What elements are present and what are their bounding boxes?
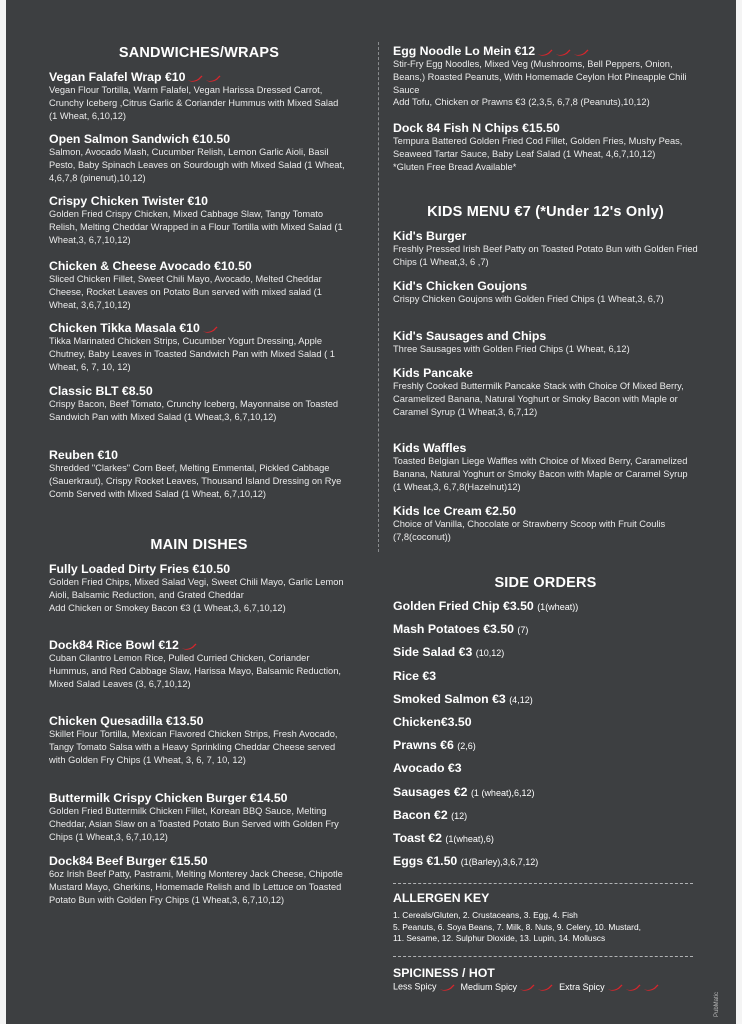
kids-item [393, 504, 698, 544]
sandwich-item-title: Classic BLT €8.50 [49, 384, 153, 398]
chili-pepper-icon [519, 983, 535, 991]
sandwich-item-title: Reuben €10 [49, 448, 119, 462]
sandwich-item-name [49, 259, 349, 273]
section-title-side-orders: SIDE ORDERS [494, 575, 597, 591]
side-order-allergens: (1(wheat)) [537, 602, 579, 612]
main-dish-item-title: Dock84 Beef Burger €15.50 [49, 854, 208, 868]
main-dish-item-desc: Tempura Battered Golden Fried Cod Fillet, Golden Fries, Mushy Peas, Seaweed Tartar Sauce, Baby Leaf Salad (1 Wheat, 4,6,7,10,12) [393, 136, 683, 159]
chili-pepper-icon [555, 48, 571, 56]
main-dish-item-desc: 6oz Irish Beef Patty, Pastrami, Melting Monterey Jack Cheese, Chipotle Mustard Mayo, Gherkins, Homemade Relish and Ib Lettuce on Toasted Potato Bun with Golden Fry Chips (1 Wheat,3, 6,7,10,12) [49, 869, 343, 905]
sandwich-item [49, 321, 349, 373]
side-order-allergens: (10,12) [475, 648, 505, 659]
sandwich-item-desc: Crispy Bacon, Beef Tomato, Crunchy Iceberg, Mayonnaise on Toasted Sandwich Pan with Mixed Salad (1 Wheat,3, 6,7,10,12) [49, 399, 339, 422]
main-dish-item-title: Chicken Quesadilla €13.50 [49, 714, 204, 728]
side-order-name: Bacon €2 [393, 807, 448, 822]
kids-item [393, 229, 698, 269]
main-dish-item-name [49, 562, 349, 576]
side-order-item [393, 785, 534, 799]
main-dish-item-title: Dock 84 Fish N Chips €15.50 [393, 121, 560, 135]
side-order-name: Sausages €2 [393, 784, 468, 799]
sandwich-item-desc: Salmon, Avocado Mash, Cucumber Relish, Lemon Garlic Aioli, Basil Pesto, Baby Spinach Leaves on Sourdough with Mixed Salad (1 Wheat, 4,6,7,8 (pinenut),10,12) [49, 147, 345, 183]
allergen-key-title: ALLERGEN KEY [393, 891, 490, 905]
chili-pepper-icon [181, 642, 197, 650]
main-dish-item [49, 854, 349, 906]
chili-pepper-icon [187, 74, 203, 82]
chili-pepper-icon [625, 983, 641, 991]
sandwich-item-title: Vegan Falafel Wrap €10 [49, 70, 186, 84]
allergen-key-line: 5. Peanuts, 6. Soya Beans, 7. Milk, 8. Nuts, 9. Celery, 10. Mustard, [393, 921, 641, 932]
sandwich-item [49, 384, 349, 424]
spice-divider [393, 956, 693, 957]
sandwich-item [49, 448, 349, 500]
kids-item-title: Kid's Burger [393, 229, 467, 243]
kids-item [393, 441, 698, 493]
kids-item-name [393, 504, 698, 518]
sandwich-item [49, 194, 349, 246]
side-order-name: Side Salad €3 [393, 645, 473, 660]
side-order-name: Golden Fried Chip €3.50 [393, 599, 534, 613]
sandwich-item-desc: Sliced Chicken Fillet, Sweet Chili Mayo, Avocado, Melted Cheddar Cheese, Rocket Leaves on Potato Bun served with mixed salad (1 Wheat, 3,6,7,10,12) [49, 274, 322, 310]
main-dish-item [393, 44, 698, 109]
main-dish-item-desc: Golden Fried Buttermilk Chicken Fillet, Korean BBQ Sauce, Melting Cheddar, Asian Slaw on a Toasted Potato Bun Served with Golden Fry Chips (1 Wheat,3, 6,7,10,12) [49, 806, 339, 842]
sandwich-item [49, 70, 349, 122]
main-dish-item-extra: *Gluten Free Bread Available* [393, 161, 517, 172]
side-order-allergens: (1 (wheat),6,12) [470, 787, 535, 798]
sandwich-item-title: Chicken Tikka Masala €10 [49, 321, 200, 335]
side-order-item [393, 831, 494, 845]
sandwich-item-name [49, 384, 349, 398]
kids-item [393, 366, 698, 418]
chili-pepper-icon [573, 48, 589, 56]
main-dish-item-name [49, 791, 349, 805]
side-order-allergens: (7) [517, 625, 529, 636]
main-dish-item-name [49, 638, 349, 652]
main-dish-item [49, 714, 349, 766]
side-order-name: Eggs €1.50 [393, 854, 458, 869]
main-dish-item-extra: Add Tofu, Chicken or Prawns €3 (2,3,5, 6,7,8 (Peanuts),10,12) [393, 97, 650, 108]
side-order-item [393, 692, 533, 706]
main-dish-item-name [393, 44, 698, 58]
side-order-allergens: (1(Barley),3,6,7,12) [460, 857, 539, 868]
main-dish-item-name [49, 854, 349, 868]
kids-item-name [393, 229, 698, 243]
side-order-name: Rice €3 [393, 668, 437, 683]
chili-pepper-icon [537, 48, 553, 56]
kids-item-name [393, 441, 698, 455]
main-dish-item-title: Egg Noodle Lo Mein €12 [393, 44, 536, 58]
side-order-allergens: (1(wheat),6) [445, 834, 494, 844]
chili-pepper-icon [607, 983, 623, 991]
chili-pepper-icon [202, 325, 218, 333]
side-order-name: Mash Potatoes €3.50 [393, 622, 514, 637]
side-order-item [393, 645, 504, 659]
allergen-key-line: 1. Cereals/Gluten, 2. Crustaceans, 3. Egg, 4. Fish [393, 910, 578, 920]
spice-legend-extra: Extra Spicy [559, 981, 605, 992]
kids-item-title: Kid's Chicken Goujons [393, 279, 528, 293]
main-dish-item-title: Fully Loaded Dirty Fries €10.50 [49, 562, 231, 576]
sandwich-item-desc: Tikka Marinated Chicken Strips, Cucumber Yogurt Dressing, Apple Chutney, Baby Leaves in Toasted Sandwich Pan with Mixed Salad ( 1 Wheat, 6, 7, 10, 12) [49, 336, 335, 372]
kids-item-title: Kid's Sausages and Chips [393, 329, 547, 343]
side-order-item [393, 761, 462, 775]
sandwich-item-name [49, 321, 349, 335]
chili-pepper-icon [643, 983, 659, 991]
main-dish-item-name [49, 714, 349, 728]
kids-item [393, 279, 698, 306]
side-note: PubMatic [714, 992, 720, 1018]
side-order-name: Toast €2 [393, 831, 442, 845]
main-dish-item-title: Dock84 Rice Bowl €12 [49, 638, 179, 652]
allergen-key-line: 11. Sesame, 12. Sulphur Dioxide, 13. Lupin, 14. Molluscs [393, 933, 606, 943]
kids-item-name [393, 329, 698, 343]
sandwich-item-desc: Vegan Flour Tortilla, Warm Falafel, Vegan Harissa Dressed Carrot, Crunchy Iceberg ,Citrus Garlic & Coriander Hummus with Mixed Salad (1 Wheat, 6,10,12) [49, 85, 339, 121]
sandwich-item-name [49, 194, 349, 208]
sandwich-item-title: Chicken & Cheese Avocado €10.50 [49, 259, 252, 273]
kids-item-title: Kids Pancake [393, 366, 473, 380]
side-order-allergens: (12) [451, 810, 468, 821]
main-dish-item [49, 791, 349, 843]
kids-item-title: Kids Ice Cream €2.50 [393, 504, 517, 518]
main-dish-item [49, 638, 349, 690]
kids-item [393, 329, 698, 356]
sandwich-item-desc: Shredded "Clarkes" Corn Beef, Melting Emmental, Pickled Cabbage (Sauerkraut), Crispy Rocket Leaves, Thousand Island Dressing on Rye Comb Served with Mixed Salad (1 Wheat, 6,7,10,12) [49, 463, 342, 499]
side-order-item [393, 669, 436, 683]
spiciness-title: SPICINESS / HOT [393, 966, 495, 980]
main-dish-item-desc: Cuban Cilantro Lemon Rice, Pulled Curried Chicken, Coriander Hummus, and Red Cabbage Slaw, Harissa Mayo, Balsamic Reduction, Mixed Salad Leaves (3, 6,7,10,12) [49, 653, 341, 689]
kids-item-desc: Freshly Cooked Buttermilk Pancake Stack with Choice Of Mixed Berry, Caramelized Banana, Natural Yoghurt or Smoky Bacon with Maple or Caramel Syrup (1 Wheat,3, 6,7,12) [393, 381, 684, 417]
main-dish-item-desc: Golden Fried Chips, Mixed Salad Vegi, Sweet Chili Mayo, Garlic Lemon Aioli, Balsamic Reduction, and Grated Cheddar [49, 577, 344, 600]
column-divider [378, 42, 379, 552]
kids-item-name [393, 366, 698, 380]
allergen-divider [393, 883, 693, 884]
sandwich-item-name [49, 132, 349, 146]
section-title-kids-menu: KIDS MENU €7 (*Under 12's Only) [427, 204, 664, 220]
chili-pepper-icon [205, 74, 221, 82]
kids-item-title: Kids Waffles [393, 441, 467, 455]
section-title-main-dishes: MAIN DISHES [150, 537, 248, 553]
kids-item-desc: Crispy Chicken Goujons with Golden Fried Chips (1 Wheat,3, 6,7) [393, 294, 664, 304]
section-title-sandwiches: SANDWICHES/WRAPS [118, 45, 280, 61]
kids-item-name [393, 279, 698, 293]
side-order-name: Prawns €6 [393, 738, 454, 753]
side-order-allergens: (2,6) [457, 741, 476, 752]
spice-legend-medium: Medium Spicy [460, 981, 518, 992]
side-order-item [393, 854, 538, 868]
spice-legend-less: Less Spicy [393, 981, 437, 992]
chili-pepper-icon [537, 983, 553, 991]
kids-item-desc: Choice of Vanilla, Chocolate or Strawberry Scoop with Fruit Coulis (7,8(coconut)) [393, 519, 666, 542]
sandwich-item-name [49, 70, 349, 84]
chili-pepper-icon [439, 983, 455, 991]
main-dish-item-extra: Add Chicken or Smokey Bacon €3 (1 Wheat,3, 6,7,10,12) [49, 602, 286, 613]
sandwich-item [49, 132, 349, 184]
side-order-name: Chicken€3.50 [393, 715, 472, 729]
main-dish-item-desc: Skillet Flour Tortilla, Mexican Flavored Chicken Strips, Fresh Avocado, Tangy Tomato Salsa with a Heavy Sprinkling Cheddar Cheese served with Golden Fry Chips (1 Wheat, 3, 6, 7, 10, 12) [49, 729, 338, 765]
side-order-allergens: (4,12) [509, 694, 533, 705]
main-dish-item [49, 562, 349, 614]
side-order-item [393, 599, 578, 613]
kids-item-desc: Toasted Belgian Liege Waffles with Choice of Mixed Berry, Caramelized Banana, Natural Yoghurt or Smoky Bacon with Maple or Caramel Syrup (1 Wheat,3, 6,7,8(Hazelnut)12) [393, 456, 688, 492]
main-dish-item-name [393, 121, 698, 135]
main-dish-item-desc: Stir-Fry Egg Noodles, Mixed Veg (Mushrooms, Bell Peppers, Onion, Beans,) Roasted Peanuts, With Homemade Ceylon Hot Pineapple Chili Sauce [393, 59, 687, 95]
menu-page [6, 0, 736, 1024]
kids-item-desc: Three Sausages with Golden Fried Chips (1 Wheat, 6,12) [393, 344, 630, 354]
side-order-item [393, 738, 476, 752]
side-order-name: Avocado €3 [393, 761, 462, 776]
sandwich-item-name [49, 448, 349, 462]
sandwich-item-title: Open Salmon Sandwich €10.50 [49, 132, 231, 146]
side-order-name: Smoked Salmon €3 [393, 691, 506, 706]
sandwich-item-title: Crispy Chicken Twister €10 [49, 194, 209, 208]
main-dish-item-title: Buttermilk Crispy Chicken Burger €14.50 [49, 791, 288, 805]
side-order-item [393, 715, 472, 729]
sandwich-item [49, 259, 349, 311]
spice-legend [393, 981, 659, 992]
side-order-item [393, 622, 528, 636]
main-dish-item [393, 121, 698, 173]
side-order-item [393, 808, 467, 822]
sandwich-item-desc: Golden Fried Crispy Chicken, Mixed Cabbage Slaw, Tangy Tomato Relish, Melting Cheddar Wrapped in a Flour Tortilla with Mixed Salad (1 Wheat,3, 6,7,10,12) [49, 209, 343, 245]
kids-item-desc: Freshly Pressed Irish Beef Patty on Toasted Potato Bun with Golden Fried Chips (1 Wheat,3, 6 ,7) [393, 244, 698, 267]
